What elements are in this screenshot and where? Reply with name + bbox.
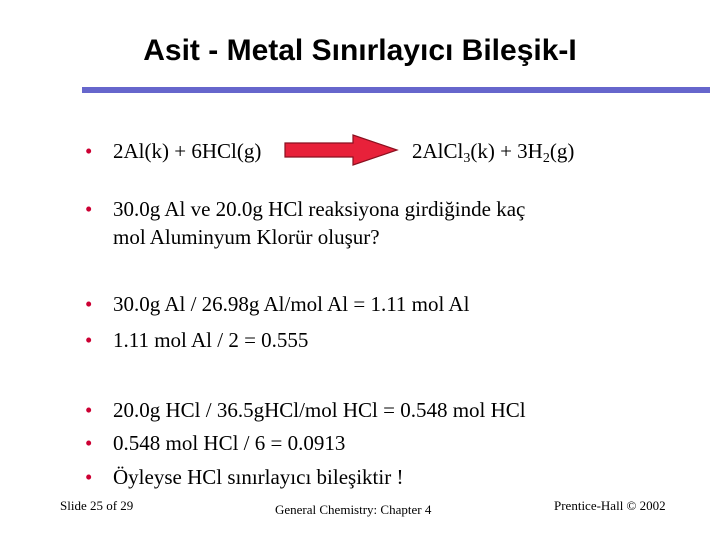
footer-copyright: Prentice-Hall © 2002 — [554, 498, 666, 513]
footer-chapter: General Chemistry: Chapter 4 — [275, 502, 432, 517]
al-calc-text1: 30.0g Al / 26.98g Al/mol Al = 1.11 mol Al — [113, 292, 470, 316]
question-text-line2: mol Aluminyum Klorür oluşur? — [113, 225, 380, 249]
title-underline-rule — [82, 87, 710, 93]
bullet-icon: • — [85, 139, 93, 163]
slide-number: Slide 25 of 29 — [60, 498, 134, 513]
reaction-rhs-sub1: 3 — [463, 151, 471, 166]
reaction-rhs-part1: 2AlCl — [412, 139, 464, 163]
reaction-lhs: 2Al(k) + 6HCl(g) — [113, 139, 262, 163]
reaction-arrow-icon — [283, 134, 399, 166]
reaction-rhs — [412, 138, 574, 164]
reaction-rhs-part3: (g) — [549, 139, 575, 163]
bullet-icon: • — [85, 197, 93, 221]
bullet-icon: • — [85, 398, 93, 422]
bullet-icon: • — [85, 328, 93, 352]
hcl-calc-text1: 20.0g HCl / 36.5gHCl/mol HCl = 0.548 mol HCl — [113, 398, 526, 422]
bullet-icon: • — [85, 292, 93, 316]
conclusion-text: Öyleyse HCl sınırlayıcı bileşiktir ! — [113, 465, 404, 489]
hcl-calc-text2: 0.548 mol HCl / 6 = 0.0913 — [113, 431, 346, 455]
al-calc-text2: 1.11 mol Al / 2 = 0.555 — [113, 328, 309, 352]
bullet-icon: • — [85, 431, 93, 455]
reaction-rhs-part2: (k) + 3H — [470, 139, 543, 163]
reaction-rhs-sub2: 2 — [542, 151, 550, 166]
question-text-line1: 30.0g Al ve 20.0g HCl reaksiyona girdiğinde kaç — [113, 197, 526, 221]
slide-title: Asit - Metal Sınırlayıcı Bileşik-I — [143, 34, 577, 67]
bullet-icon: • — [85, 465, 93, 489]
